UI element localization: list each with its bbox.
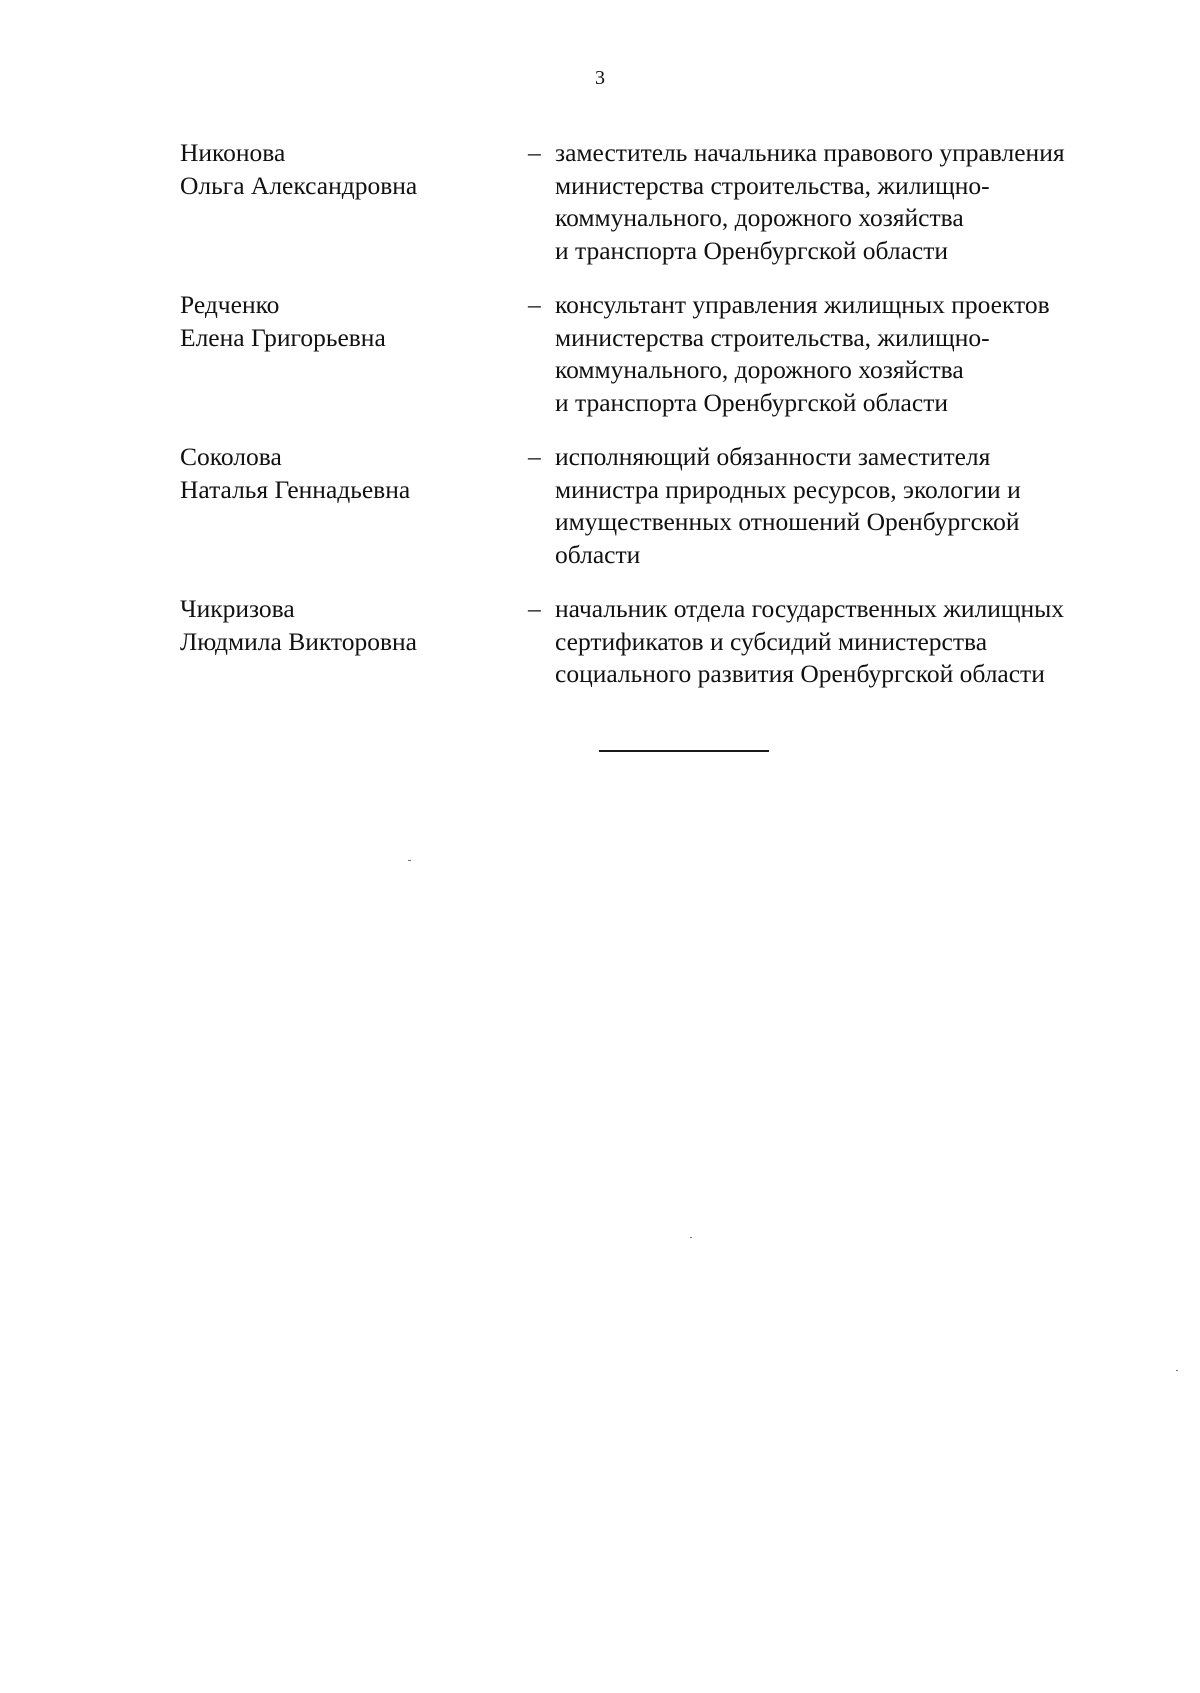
position-line: начальник отдела государственных жилищных [555,594,1065,623]
member-position [555,289,1165,419]
scan-speck [690,1237,692,1238]
member-entry [180,289,1180,441]
position-line: консультант управления жилищных проектов [555,290,1050,319]
position-line: области [555,539,641,569]
member-name [180,137,500,202]
member-name [180,593,500,658]
position-line: и транспорта Оренбургской области [555,235,948,265]
dash-separator: – [528,138,541,167]
member-given-names: Елена Григорьевна [180,322,386,352]
member-list [180,137,1180,745]
scan-speck [408,860,411,861]
position-line: министра природных ресурсов, экологии и [555,474,1021,504]
member-given-names: Ольга Александровна [180,170,418,200]
member-given-names: Людмила Викторовна [180,626,417,656]
member-entry [180,441,1180,593]
position-line: заместитель начальника правового управления [555,138,1065,167]
position-line: имущественных отношений Оренбургской [555,507,1020,536]
member-name [180,441,500,506]
member-position [555,137,1165,267]
dash-separator: – [528,442,541,471]
member-entry [180,593,1180,745]
position-line: министерства строительства, жилищно- [555,170,990,200]
member-surname: Чикризова [180,594,295,623]
member-position [555,441,1165,571]
member-given-names: Наталья Геннадьевна [180,474,411,504]
dash-separator: – [528,594,541,623]
position-line: социального развития Оренбургской области [555,659,1045,688]
member-name [180,289,500,354]
member-surname: Соколова [180,442,282,471]
member-position [555,593,1165,691]
position-line: и транспорта Оренбургской области [555,387,948,417]
dash-separator: – [528,290,541,319]
position-line: коммунального, дорожного хозяйства [555,355,964,384]
member-surname: Редченко [180,290,280,319]
position-line: сертификатов и субсидий министерства [555,626,988,656]
position-line: исполняющий обязанности заместителя [555,442,991,471]
end-of-list-divider [599,750,769,752]
page-number: 3 [595,67,605,89]
scan-speck [1176,1370,1178,1371]
position-line: коммунального, дорожного хозяйства [555,203,964,232]
position-line: министерства строительства, жилищно- [555,322,990,352]
member-surname: Никонова [180,138,286,167]
member-entry [180,137,1180,289]
